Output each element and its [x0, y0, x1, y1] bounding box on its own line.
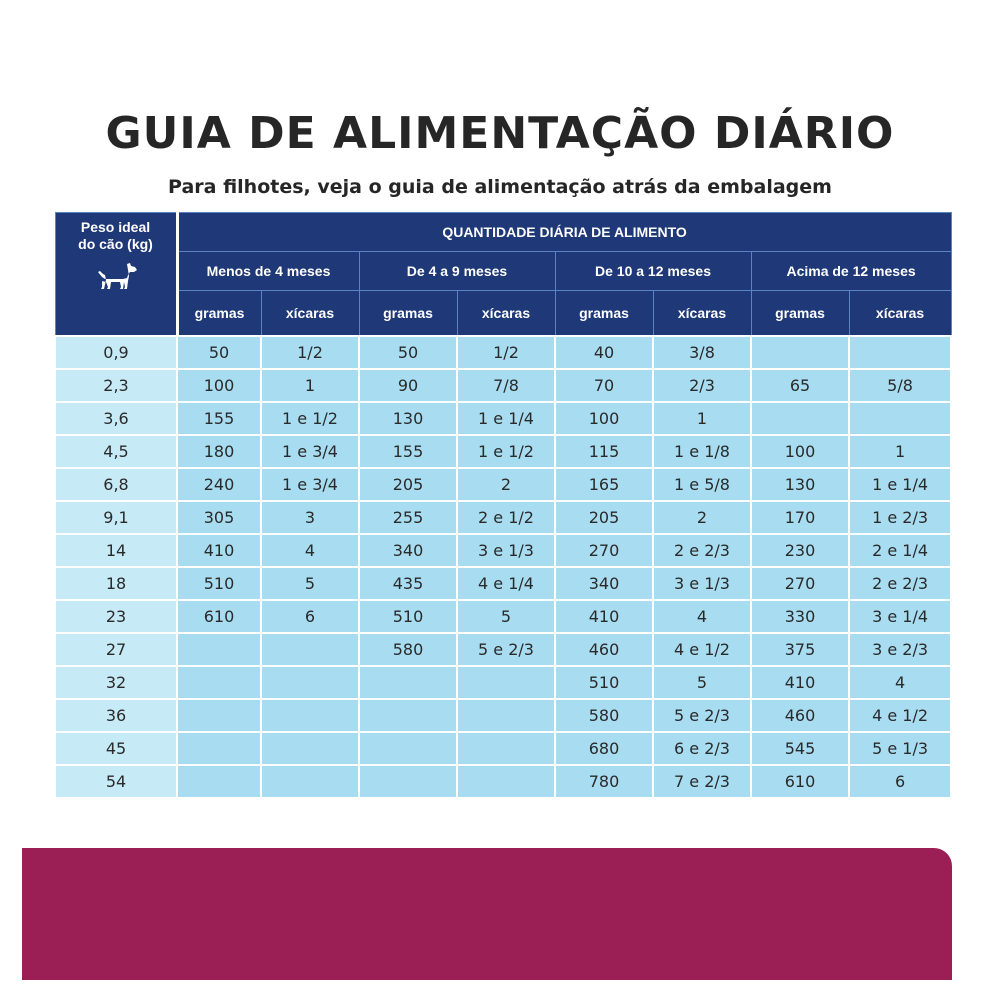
table-row	[55, 567, 951, 600]
grams-cell: 460	[751, 699, 849, 732]
age-range-header: De 4 a 9 meses	[359, 252, 555, 291]
table-row	[55, 699, 951, 732]
cups-cell: 1	[849, 435, 951, 468]
cups-cell: 4	[849, 666, 951, 699]
table-row	[55, 765, 951, 798]
grams-cell: 340	[359, 534, 457, 567]
table-row	[55, 666, 951, 699]
cups-cell: 7 e 2/3	[653, 765, 751, 798]
grams-cell: 510	[555, 666, 653, 699]
cups-cell: 1 e 3/4	[261, 468, 359, 501]
grams-cell	[359, 765, 457, 798]
footer-band	[22, 848, 952, 980]
grams-cell: 410	[555, 600, 653, 633]
cups-cell: 5	[457, 600, 555, 633]
weight-cell: 54	[55, 765, 177, 798]
cups-cell: 3/8	[653, 336, 751, 369]
table-body	[55, 336, 951, 798]
unit-cups-header: xícaras	[261, 291, 359, 337]
grams-cell	[359, 732, 457, 765]
grams-cell: 205	[555, 501, 653, 534]
table-row	[55, 600, 951, 633]
grams-cell: 545	[751, 732, 849, 765]
grams-cell: 410	[177, 534, 261, 567]
grams-cell: 100	[751, 435, 849, 468]
cups-cell: 6	[849, 765, 951, 798]
cups-cell	[849, 336, 951, 369]
page-subtitle: Para filhotes, veja o guia de alimentação atrás da embalagem	[168, 176, 832, 198]
grams-cell	[177, 666, 261, 699]
weight-header-line1: Peso ideal	[80, 219, 151, 235]
grams-cell: 230	[751, 534, 849, 567]
cups-cell: 1	[653, 402, 751, 435]
table-row	[55, 369, 951, 402]
grams-cell: 270	[751, 567, 849, 600]
grams-cell	[359, 666, 457, 699]
weight-cell: 6,8	[55, 468, 177, 501]
age-range-header: Menos de 4 meses	[177, 252, 359, 291]
cups-cell: 2 e 1/4	[849, 534, 951, 567]
unit-grams-header: gramas	[751, 291, 849, 337]
cups-cell: 1 e 1/2	[457, 435, 555, 468]
cups-cell: 3 e 1/4	[849, 600, 951, 633]
cups-cell: 1 e 1/8	[653, 435, 751, 468]
cups-cell: 4	[261, 534, 359, 567]
weight-cell: 2,3	[55, 369, 177, 402]
grams-cell: 155	[359, 435, 457, 468]
table-row	[55, 468, 951, 501]
cups-cell: 2/3	[653, 369, 751, 402]
weight-cell: 0,9	[55, 336, 177, 369]
cups-cell: 5	[653, 666, 751, 699]
cups-cell: 3 e 2/3	[849, 633, 951, 666]
grams-cell: 180	[177, 435, 261, 468]
page-title: GUIA DE ALIMENTAÇÃO DIÁRIO	[105, 108, 895, 159]
cups-cell: 2	[457, 468, 555, 501]
grams-cell: 100	[555, 402, 653, 435]
cups-cell	[261, 732, 359, 765]
daily-quantity-header: QUANTIDADE DIÁRIA DE ALIMENTO	[177, 213, 951, 252]
table-row	[55, 435, 951, 468]
table-row	[55, 336, 951, 369]
grams-cell: 130	[751, 468, 849, 501]
grams-cell: 115	[555, 435, 653, 468]
cups-cell	[261, 699, 359, 732]
cups-cell: 2 e 2/3	[653, 534, 751, 567]
weight-cell: 9,1	[55, 501, 177, 534]
cups-cell: 4	[653, 600, 751, 633]
cups-cell	[457, 732, 555, 765]
grams-cell: 70	[555, 369, 653, 402]
cups-cell: 2 e 2/3	[849, 567, 951, 600]
grams-cell: 205	[359, 468, 457, 501]
cups-cell: 5 e 2/3	[653, 699, 751, 732]
grams-cell: 50	[177, 336, 261, 369]
table-row	[55, 402, 951, 435]
cups-cell	[849, 402, 951, 435]
cups-cell	[261, 765, 359, 798]
cups-cell	[261, 633, 359, 666]
grams-cell: 305	[177, 501, 261, 534]
unit-grams-header: gramas	[359, 291, 457, 337]
unit-grams-header: gramas	[555, 291, 653, 337]
cups-cell: 1 e 1/4	[849, 468, 951, 501]
table-row	[55, 501, 951, 534]
cups-cell: 3	[261, 501, 359, 534]
cups-cell: 2 e 1/2	[457, 501, 555, 534]
weight-header-line2: do cão (kg)	[78, 236, 153, 252]
grams-cell	[177, 732, 261, 765]
cups-cell: 1/2	[261, 336, 359, 369]
cups-cell: 1	[261, 369, 359, 402]
grams-cell: 155	[177, 402, 261, 435]
cups-cell	[457, 699, 555, 732]
cups-cell: 3 e 1/3	[457, 534, 555, 567]
grams-cell: 375	[751, 633, 849, 666]
grams-cell: 780	[555, 765, 653, 798]
cups-cell: 4 e 1/2	[849, 699, 951, 732]
cups-cell: 2	[653, 501, 751, 534]
cups-cell: 1 e 5/8	[653, 468, 751, 501]
weight-cell: 27	[55, 633, 177, 666]
grams-cell	[177, 633, 261, 666]
cups-cell: 1/2	[457, 336, 555, 369]
grams-cell: 65	[751, 369, 849, 402]
cups-cell: 5 e 1/3	[849, 732, 951, 765]
weight-cell: 36	[55, 699, 177, 732]
grams-cell: 510	[359, 600, 457, 633]
grams-cell: 580	[359, 633, 457, 666]
grams-cell: 340	[555, 567, 653, 600]
grams-cell: 510	[177, 567, 261, 600]
grams-cell: 170	[751, 501, 849, 534]
age-range-header: De 10 a 12 meses	[555, 252, 751, 291]
cups-cell: 6 e 2/3	[653, 732, 751, 765]
grams-cell: 100	[177, 369, 261, 402]
grams-cell: 410	[751, 666, 849, 699]
weight-cell: 23	[55, 600, 177, 633]
weight-cell: 14	[55, 534, 177, 567]
grams-cell: 90	[359, 369, 457, 402]
cups-cell: 1 e 2/3	[849, 501, 951, 534]
cups-cell: 6	[261, 600, 359, 633]
grams-cell: 330	[751, 600, 849, 633]
table-row	[55, 534, 951, 567]
grams-cell: 460	[555, 633, 653, 666]
weight-cell: 32	[55, 666, 177, 699]
cups-cell: 1 e 3/4	[261, 435, 359, 468]
cups-cell: 5 e 2/3	[457, 633, 555, 666]
weight-header	[55, 213, 177, 337]
cups-cell: 5	[261, 567, 359, 600]
table-row	[55, 633, 951, 666]
grams-cell: 270	[555, 534, 653, 567]
grams-cell	[177, 699, 261, 732]
grams-cell	[177, 765, 261, 798]
grams-cell: 610	[751, 765, 849, 798]
grams-cell: 255	[359, 501, 457, 534]
unit-cups-header: xícaras	[849, 291, 951, 337]
table-row	[55, 732, 951, 765]
dog-icon	[93, 261, 139, 291]
weight-cell: 4,5	[55, 435, 177, 468]
unit-cups-header: xícaras	[653, 291, 751, 337]
grams-cell: 40	[555, 336, 653, 369]
cups-cell	[457, 765, 555, 798]
feeding-table	[54, 212, 952, 799]
grams-cell	[359, 699, 457, 732]
cups-cell	[457, 666, 555, 699]
cups-cell	[261, 666, 359, 699]
unit-grams-header: gramas	[177, 291, 261, 337]
weight-cell: 18	[55, 567, 177, 600]
unit-cups-header: xícaras	[457, 291, 555, 337]
weight-cell: 45	[55, 732, 177, 765]
grams-cell: 680	[555, 732, 653, 765]
cups-cell: 1 e 1/4	[457, 402, 555, 435]
grams-cell: 50	[359, 336, 457, 369]
age-range-header: Acima de 12 meses	[751, 252, 951, 291]
grams-cell: 240	[177, 468, 261, 501]
cups-cell: 7/8	[457, 369, 555, 402]
cups-cell: 3 e 1/3	[653, 567, 751, 600]
grams-cell: 165	[555, 468, 653, 501]
cups-cell: 5/8	[849, 369, 951, 402]
weight-cell: 3,6	[55, 402, 177, 435]
grams-cell	[751, 336, 849, 369]
grams-cell	[751, 402, 849, 435]
grams-cell: 130	[359, 402, 457, 435]
grams-cell: 580	[555, 699, 653, 732]
grams-cell: 435	[359, 567, 457, 600]
cups-cell: 1 e 1/2	[261, 402, 359, 435]
grams-cell: 610	[177, 600, 261, 633]
cups-cell: 4 e 1/4	[457, 567, 555, 600]
cups-cell: 4 e 1/2	[653, 633, 751, 666]
